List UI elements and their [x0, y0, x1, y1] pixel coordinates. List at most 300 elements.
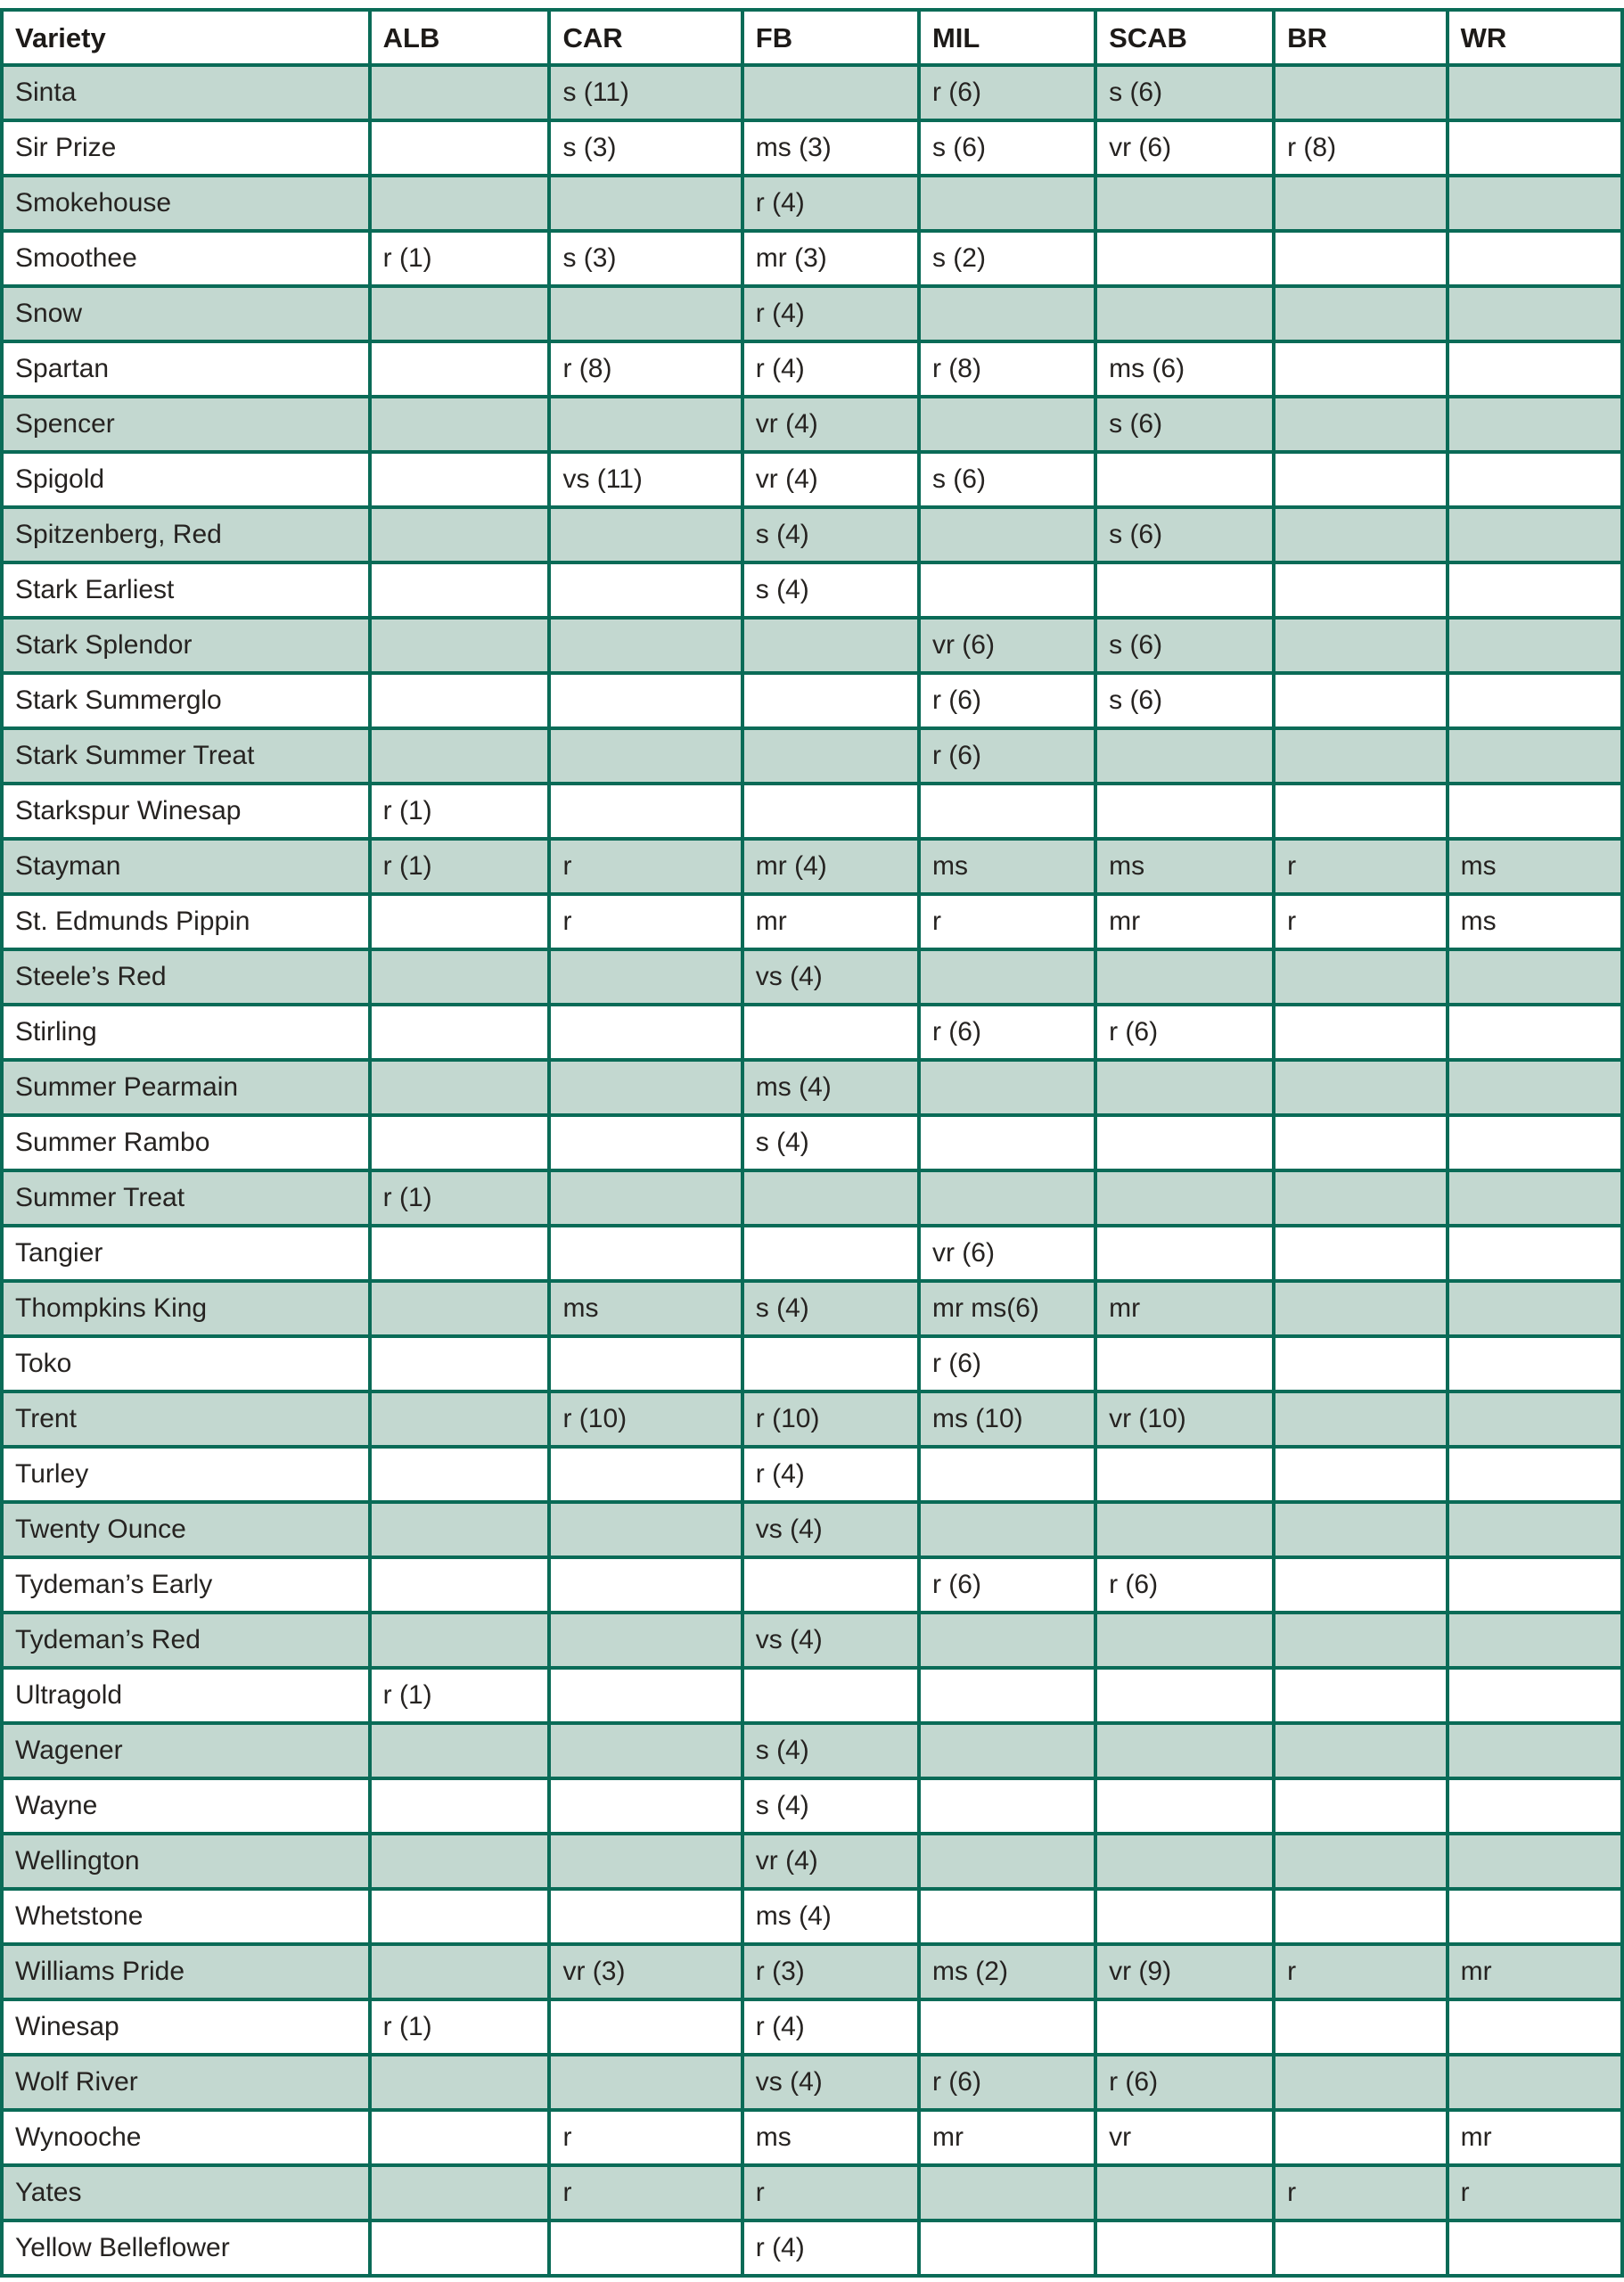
- value-cell: [1274, 1115, 1448, 1170]
- variety-cell: Sinta: [2, 65, 370, 120]
- table-row: [2, 120, 1622, 176]
- value-cell: r: [1274, 2165, 1448, 2220]
- value-cell: [1448, 1778, 1622, 1834]
- variety-cell: Trent: [2, 1391, 370, 1447]
- variety-cell: Ultragold: [2, 1668, 370, 1723]
- value-cell: [370, 341, 550, 397]
- value-cell: [1095, 1060, 1274, 1115]
- value-cell: [1274, 728, 1448, 784]
- value-cell: [1448, 507, 1622, 562]
- variety-cell: Tydeman’s Early: [2, 1557, 370, 1613]
- value-cell: mr (3): [742, 231, 919, 286]
- value-cell: [919, 1447, 1095, 1502]
- value-cell: r: [919, 894, 1095, 949]
- table-header: [2, 10, 1622, 65]
- value-cell: [370, 1281, 550, 1336]
- value-cell: [549, 728, 742, 784]
- value-cell: [1095, 1668, 1274, 1723]
- variety-cell: Wolf River: [2, 2055, 370, 2110]
- variety-cell: Turley: [2, 1447, 370, 1502]
- variety-cell: Tydeman’s Red: [2, 1613, 370, 1668]
- column-header-wr: WR: [1448, 10, 1622, 65]
- value-cell: [549, 286, 742, 341]
- value-cell: [919, 1834, 1095, 1889]
- table-row: [2, 1944, 1622, 1999]
- value-cell: [919, 562, 1095, 618]
- value-cell: [1448, 176, 1622, 231]
- value-cell: [1448, 1999, 1622, 2055]
- column-header-br: BR: [1274, 10, 1448, 65]
- value-cell: [1095, 1889, 1274, 1944]
- variety-cell: Smoothee: [2, 231, 370, 286]
- value-cell: s (4): [742, 1723, 919, 1778]
- table-row: [2, 1005, 1622, 1060]
- value-cell: [370, 1005, 550, 1060]
- variety-cell: Stark Splendor: [2, 618, 370, 673]
- value-cell: vr (6): [919, 618, 1095, 673]
- value-cell: [1274, 1005, 1448, 1060]
- table-row: [2, 341, 1622, 397]
- table-row: [2, 1170, 1622, 1226]
- value-cell: [370, 1944, 550, 1999]
- value-cell: r (6): [919, 1557, 1095, 1613]
- value-cell: mr: [919, 2110, 1095, 2165]
- table-row: [2, 949, 1622, 1005]
- value-cell: [1448, 120, 1622, 176]
- value-cell: vr (6): [919, 1226, 1095, 1281]
- value-cell: [1095, 1778, 1274, 1834]
- value-cell: [1274, 1391, 1448, 1447]
- value-cell: vr (10): [1095, 1391, 1274, 1447]
- variety-cell: Twenty Ounce: [2, 1502, 370, 1557]
- variety-cell: Yellow Belleflower: [2, 2220, 370, 2276]
- value-cell: [1095, 1115, 1274, 1170]
- value-cell: [919, 1115, 1095, 1170]
- value-cell: [370, 894, 550, 949]
- value-cell: vs (4): [742, 949, 919, 1005]
- value-cell: vr (4): [742, 1834, 919, 1889]
- value-cell: [1448, 1281, 1622, 1336]
- value-cell: vr (4): [742, 397, 919, 452]
- table-row: [2, 618, 1622, 673]
- value-cell: [549, 507, 742, 562]
- value-cell: [1448, 562, 1622, 618]
- value-cell: [1448, 1834, 1622, 1889]
- value-cell: [919, 397, 1095, 452]
- value-cell: [370, 65, 550, 120]
- value-cell: [919, 1889, 1095, 1944]
- value-cell: [1448, 1889, 1622, 1944]
- variety-cell: St. Edmunds Pippin: [2, 894, 370, 949]
- value-cell: s (11): [549, 65, 742, 120]
- value-cell: r: [1448, 2165, 1622, 2220]
- table-row: [2, 2110, 1622, 2165]
- value-cell: vr (3): [549, 1944, 742, 1999]
- variety-cell: Sir Prize: [2, 120, 370, 176]
- table-row: [2, 2220, 1622, 2276]
- value-cell: [549, 1668, 742, 1723]
- value-cell: [1274, 1557, 1448, 1613]
- value-cell: [370, 1447, 550, 1502]
- value-cell: s (6): [1095, 618, 1274, 673]
- value-cell: [1274, 1447, 1448, 1502]
- value-cell: [919, 1723, 1095, 1778]
- value-cell: [1448, 452, 1622, 507]
- table-row: [2, 1889, 1622, 1944]
- table-row: [2, 894, 1622, 949]
- value-cell: ms: [919, 839, 1095, 894]
- value-cell: [1448, 1723, 1622, 1778]
- value-cell: r (8): [1274, 120, 1448, 176]
- variety-cell: Summer Treat: [2, 1170, 370, 1226]
- variety-cell: Whetstone: [2, 1889, 370, 1944]
- value-cell: [370, 397, 550, 452]
- value-cell: [370, 1115, 550, 1170]
- value-cell: s (3): [549, 120, 742, 176]
- value-cell: [549, 1613, 742, 1668]
- variety-cell: Smokehouse: [2, 176, 370, 231]
- variety-cell: Thompkins King: [2, 1281, 370, 1336]
- table-row: [2, 1723, 1622, 1778]
- value-cell: r (1): [370, 1170, 550, 1226]
- value-cell: [370, 1613, 550, 1668]
- value-cell: [1274, 65, 1448, 120]
- value-cell: r (10): [742, 1391, 919, 1447]
- value-cell: [742, 1170, 919, 1226]
- table-row: [2, 1999, 1622, 2055]
- value-cell: [370, 2220, 550, 2276]
- value-cell: [1095, 784, 1274, 839]
- value-cell: [1095, 949, 1274, 1005]
- variety-cell: Wayne: [2, 1778, 370, 1834]
- value-cell: [1274, 397, 1448, 452]
- variety-cell: Yates: [2, 2165, 370, 2220]
- value-cell: [549, 673, 742, 728]
- value-cell: vr (6): [1095, 120, 1274, 176]
- value-cell: [919, 1060, 1095, 1115]
- value-cell: ms (10): [919, 1391, 1095, 1447]
- value-cell: [1448, 1336, 1622, 1391]
- value-cell: r: [549, 2165, 742, 2220]
- value-cell: [1095, 286, 1274, 341]
- value-cell: [1095, 1170, 1274, 1226]
- value-cell: [1448, 397, 1622, 452]
- variety-cell: Stayman: [2, 839, 370, 894]
- value-cell: [742, 784, 919, 839]
- value-cell: r (6): [1095, 1557, 1274, 1613]
- value-cell: [370, 1557, 550, 1613]
- value-cell: [919, 1999, 1095, 2055]
- column-header-fb: FB: [742, 10, 919, 65]
- value-cell: r (8): [919, 341, 1095, 397]
- table-row: [2, 673, 1622, 728]
- column-header-variety: Variety: [2, 10, 370, 65]
- variety-cell: Stark Summerglo: [2, 673, 370, 728]
- value-cell: [1274, 507, 1448, 562]
- value-cell: [370, 286, 550, 341]
- value-cell: vs (11): [549, 452, 742, 507]
- value-cell: [1448, 673, 1622, 728]
- value-cell: [742, 1668, 919, 1723]
- table-row: [2, 1668, 1622, 1723]
- header-row: [2, 10, 1622, 65]
- value-cell: [742, 728, 919, 784]
- value-cell: [370, 1391, 550, 1447]
- value-cell: [1095, 2220, 1274, 2276]
- value-cell: [549, 1447, 742, 1502]
- value-cell: [370, 452, 550, 507]
- value-cell: s (6): [919, 452, 1095, 507]
- value-cell: ms: [1448, 839, 1622, 894]
- value-cell: [370, 1060, 550, 1115]
- value-cell: [919, 784, 1095, 839]
- value-cell: [370, 120, 550, 176]
- value-cell: s (4): [742, 507, 919, 562]
- value-cell: r (6): [919, 728, 1095, 784]
- value-cell: r (3): [742, 1944, 919, 1999]
- column-header-car: CAR: [549, 10, 742, 65]
- column-header-scab: SCAB: [1095, 10, 1274, 65]
- value-cell: [1095, 452, 1274, 507]
- value-cell: [549, 618, 742, 673]
- value-cell: r: [1274, 839, 1448, 894]
- value-cell: [370, 1723, 550, 1778]
- value-cell: [1448, 949, 1622, 1005]
- value-cell: [919, 2165, 1095, 2220]
- value-cell: [1095, 1999, 1274, 2055]
- value-cell: [1095, 2165, 1274, 2220]
- value-cell: [742, 65, 919, 120]
- value-cell: s (4): [742, 562, 919, 618]
- value-cell: r (6): [919, 65, 1095, 120]
- value-cell: [1274, 562, 1448, 618]
- value-cell: r (4): [742, 2220, 919, 2276]
- value-cell: [919, 507, 1095, 562]
- value-cell: ms (2): [919, 1944, 1095, 1999]
- variety-cell: Stirling: [2, 1005, 370, 1060]
- value-cell: r (1): [370, 784, 550, 839]
- value-cell: [549, 176, 742, 231]
- table-row: [2, 65, 1622, 120]
- value-cell: [1274, 2110, 1448, 2165]
- table-row: [2, 1281, 1622, 1336]
- value-cell: [1448, 1391, 1622, 1447]
- value-cell: r (4): [742, 341, 919, 397]
- value-cell: s (4): [742, 1281, 919, 1336]
- table-row: [2, 1834, 1622, 1889]
- table-row: [2, 1115, 1622, 1170]
- value-cell: r (1): [370, 231, 550, 286]
- value-cell: [1274, 2055, 1448, 2110]
- value-cell: [549, 1060, 742, 1115]
- table-row: [2, 397, 1622, 452]
- value-cell: [1274, 1834, 1448, 1889]
- value-cell: [742, 1557, 919, 1613]
- value-cell: [1274, 1778, 1448, 1834]
- value-cell: mr (4): [742, 839, 919, 894]
- variety-cell: Wellington: [2, 1834, 370, 1889]
- table-row: [2, 784, 1622, 839]
- value-cell: mr: [742, 894, 919, 949]
- value-cell: r (6): [919, 2055, 1095, 2110]
- value-cell: [370, 2110, 550, 2165]
- value-cell: [370, 1336, 550, 1391]
- value-cell: [1274, 673, 1448, 728]
- value-cell: [1095, 562, 1274, 618]
- table-body: [2, 65, 1622, 2276]
- variety-cell: Steele’s Red: [2, 949, 370, 1005]
- value-cell: [549, 1889, 742, 1944]
- table-row: [2, 231, 1622, 286]
- table-row: [2, 507, 1622, 562]
- value-cell: r: [549, 839, 742, 894]
- value-cell: s (2): [919, 231, 1095, 286]
- value-cell: r (1): [370, 839, 550, 894]
- value-cell: [1274, 1060, 1448, 1115]
- value-cell: [1274, 1668, 1448, 1723]
- value-cell: [549, 2220, 742, 2276]
- value-cell: ms (6): [1095, 341, 1274, 397]
- value-cell: [919, 1778, 1095, 1834]
- table-row: [2, 1613, 1622, 1668]
- variety-cell: Wynooche: [2, 2110, 370, 2165]
- value-cell: [370, 2055, 550, 2110]
- value-cell: [1095, 1502, 1274, 1557]
- value-cell: [1095, 1613, 1274, 1668]
- value-cell: r (6): [1095, 1005, 1274, 1060]
- table-row: [2, 839, 1622, 894]
- variety-cell: Starkspur Winesap: [2, 784, 370, 839]
- value-cell: [1448, 1668, 1622, 1723]
- value-cell: [1448, 728, 1622, 784]
- value-cell: [1448, 1005, 1622, 1060]
- value-cell: [549, 1005, 742, 1060]
- value-cell: [549, 1226, 742, 1281]
- value-cell: [549, 1723, 742, 1778]
- value-cell: mr: [1448, 2110, 1622, 2165]
- value-cell: [742, 1226, 919, 1281]
- value-cell: [1448, 1115, 1622, 1170]
- table-row: [2, 1336, 1622, 1391]
- value-cell: [919, 1668, 1095, 1723]
- value-cell: [1448, 1170, 1622, 1226]
- value-cell: [370, 949, 550, 1005]
- value-cell: [1095, 1447, 1274, 1502]
- value-cell: [1448, 1613, 1622, 1668]
- table-row: [2, 2055, 1622, 2110]
- value-cell: [1095, 176, 1274, 231]
- value-cell: [1274, 618, 1448, 673]
- value-cell: ms (4): [742, 1060, 919, 1115]
- value-cell: [1274, 176, 1448, 231]
- table-row: [2, 452, 1622, 507]
- value-cell: r: [549, 894, 742, 949]
- value-cell: [1448, 1226, 1622, 1281]
- value-cell: [1448, 1502, 1622, 1557]
- value-cell: vs (4): [742, 2055, 919, 2110]
- value-cell: [1095, 231, 1274, 286]
- value-cell: [742, 673, 919, 728]
- value-cell: [549, 397, 742, 452]
- variety-cell: Tangier: [2, 1226, 370, 1281]
- value-cell: s (6): [1095, 397, 1274, 452]
- value-cell: [1448, 286, 1622, 341]
- value-cell: [1274, 1226, 1448, 1281]
- value-cell: [370, 1226, 550, 1281]
- value-cell: [370, 176, 550, 231]
- value-cell: r: [1274, 1944, 1448, 1999]
- variety-cell: Toko: [2, 1336, 370, 1391]
- value-cell: r (6): [1095, 2055, 1274, 2110]
- table-row: [2, 1060, 1622, 1115]
- value-cell: [1095, 1834, 1274, 1889]
- value-cell: s (3): [549, 231, 742, 286]
- value-cell: [1095, 728, 1274, 784]
- value-cell: [919, 2220, 1095, 2276]
- value-cell: ms: [742, 2110, 919, 2165]
- value-cell: [370, 1834, 550, 1889]
- table-row: [2, 286, 1622, 341]
- value-cell: r (4): [742, 1999, 919, 2055]
- value-cell: s (6): [1095, 507, 1274, 562]
- value-cell: r (1): [370, 1999, 550, 2055]
- value-cell: r (4): [742, 1447, 919, 1502]
- value-cell: s (4): [742, 1778, 919, 1834]
- value-cell: [1095, 1336, 1274, 1391]
- value-cell: [1448, 1557, 1622, 1613]
- variety-cell: Spencer: [2, 397, 370, 452]
- value-cell: [1448, 2220, 1622, 2276]
- table-row: [2, 1502, 1622, 1557]
- value-cell: ms: [549, 1281, 742, 1336]
- value-cell: [1274, 286, 1448, 341]
- value-cell: [1095, 1226, 1274, 1281]
- value-cell: ms: [1448, 894, 1622, 949]
- table-row: [2, 1447, 1622, 1502]
- value-cell: [1274, 1999, 1448, 2055]
- value-cell: [370, 728, 550, 784]
- value-cell: r (6): [919, 1005, 1095, 1060]
- value-cell: [1274, 784, 1448, 839]
- value-cell: [919, 1613, 1095, 1668]
- value-cell: [1274, 2220, 1448, 2276]
- value-cell: ms (4): [742, 1889, 919, 1944]
- value-cell: [1448, 1060, 1622, 1115]
- value-cell: r: [742, 2165, 919, 2220]
- value-cell: [1274, 1723, 1448, 1778]
- value-cell: [370, 1502, 550, 1557]
- variety-cell: Stark Summer Treat: [2, 728, 370, 784]
- value-cell: vr (4): [742, 452, 919, 507]
- value-cell: [1448, 65, 1622, 120]
- value-cell: [549, 1557, 742, 1613]
- value-cell: r (6): [919, 673, 1095, 728]
- value-cell: [919, 949, 1095, 1005]
- value-cell: [742, 1336, 919, 1391]
- value-cell: mr: [1095, 1281, 1274, 1336]
- value-cell: [549, 949, 742, 1005]
- value-cell: [370, 507, 550, 562]
- variety-cell: Stark Earliest: [2, 562, 370, 618]
- value-cell: [370, 1778, 550, 1834]
- value-cell: [1274, 1502, 1448, 1557]
- value-cell: r: [549, 2110, 742, 2165]
- value-cell: r (4): [742, 286, 919, 341]
- value-cell: [370, 673, 550, 728]
- value-cell: ms: [1095, 839, 1274, 894]
- table-row: [2, 1391, 1622, 1447]
- value-cell: vr: [1095, 2110, 1274, 2165]
